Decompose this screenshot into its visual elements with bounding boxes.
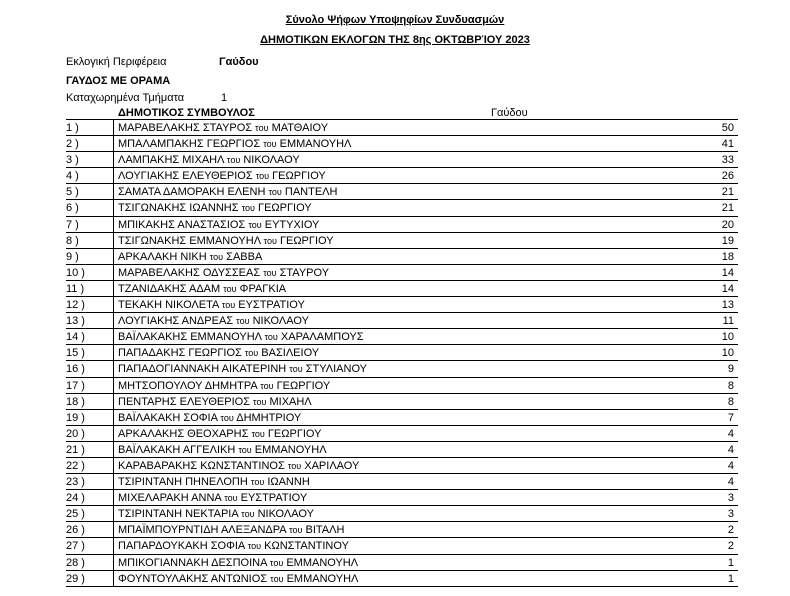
candidate-name — [118, 573, 358, 585]
table-row — [66, 297, 738, 313]
vote-count: 1 — [727, 572, 734, 585]
candidate-name — [118, 524, 344, 536]
row-number: 7 ) — [66, 218, 79, 231]
candidate-father: ΓΕΩΡΓΙΟΥ — [267, 427, 322, 440]
vote-count: 41 — [721, 138, 734, 151]
candidate-of: του — [269, 557, 284, 568]
table-row — [66, 410, 738, 426]
candidate-surname: ΤΣΙΡΙΝΤΑΝΗ ΠΗΝΕΛΟΠΗ — [118, 476, 248, 489]
candidate-of: του — [250, 477, 265, 488]
vote-count: 21 — [721, 186, 734, 199]
row-number: 22 ) — [66, 459, 85, 472]
candidate-name — [118, 251, 262, 263]
candidate-name — [118, 154, 300, 166]
table-row — [66, 538, 738, 554]
candidate-of: του — [209, 251, 224, 262]
vote-count: 10 — [721, 347, 734, 360]
candidate-name — [118, 363, 367, 375]
row-number: 2 ) — [66, 138, 79, 151]
candidate-surname: ΠΑΠΑΡΔΟΥΚΑΚΗ ΣΟΦΙΑ — [118, 540, 245, 553]
table-row — [66, 442, 738, 458]
candidate-surname: ΒΑΪΛΑΚΑΚΗ ΑΓΓΕΛΙΚΗ — [118, 443, 236, 456]
row-number: 13 ) — [66, 315, 85, 328]
table-row — [66, 522, 738, 538]
vote-count: 11 — [722, 315, 734, 328]
table-row — [66, 329, 738, 345]
candidate-surname: ΜΠΙΚΑΚΗΣ ΑΝΑΣΤΑΣΙΟΣ — [118, 218, 246, 231]
vote-count: 14 — [721, 282, 734, 295]
candidate-father: ΙΩΑΝΝΗ — [267, 476, 310, 489]
candidate-surname: ΜΠΑΪΜΠΟΥΡΝΤΙΔΗ ΑΛΕΞΑΝΔΡΑ — [118, 524, 286, 537]
candidate-surname: ΒΑΪΛΑΚΑΚΗΣ ΕΜΜΑΝΟΥΗΛ — [118, 331, 262, 344]
candidate-of: του — [226, 155, 241, 166]
candidate-surname: ΛΑΜΠΑΚΗΣ ΜΙΧΑΗΛ — [118, 154, 224, 167]
vote-count: 20 — [721, 218, 734, 231]
row-number: 25 ) — [66, 508, 85, 521]
candidate-surname: ΣΑΜΑΤΑ ΔΑΜΟΡΑΚΗ ΕΛΕΝΗ — [118, 186, 266, 199]
vote-count: 26 — [721, 170, 734, 183]
candidate-of: του — [289, 525, 303, 536]
candidate-surname: ΜΑΡΑΒΕΛΑΚΗΣ ΟΔΥΣΣΕΑΣ — [118, 266, 261, 279]
candidate-father: ΣΤΥΛΙΑΝΟΥ — [305, 363, 367, 376]
table-row — [66, 394, 738, 410]
candidate-surname: ΛΟΥΓΙΑΚΗΣ ΑΝΔΡΕΑΣ — [118, 315, 234, 328]
vote-count: 8 — [727, 395, 734, 408]
candidate-name — [118, 380, 330, 392]
candidate-father: ΓΕΩΡΓΙΟΥ — [272, 170, 326, 183]
candidate-of: του — [264, 332, 278, 343]
candidate-surname: ΤΖΑΝΙΔΑΚΗΣ ΑΔΑΜ — [118, 282, 221, 295]
candidate-father: ΒΙΤΑΛΗ — [305, 524, 345, 537]
candidate-name — [118, 315, 309, 327]
vote-count: 14 — [721, 266, 734, 279]
candidate-of: του — [223, 283, 237, 294]
table-row — [66, 490, 738, 506]
candidate-name — [118, 186, 337, 198]
candidate-name — [118, 138, 351, 150]
party-name: ΓΑΥΔΟΣ ΜΕ ΟΡΑΜΑ — [66, 75, 171, 87]
table-row — [66, 152, 738, 168]
table-row — [66, 313, 738, 329]
candidate-name — [118, 299, 305, 311]
vote-count: 9 — [727, 363, 734, 376]
table-row — [66, 120, 738, 136]
candidate-surname: ΤΣΙΓΩΝΑΚΗΣ ΕΜΜΑΝΟΥΗΛ — [118, 234, 261, 247]
table-row — [66, 249, 738, 265]
candidate-father: ΕΥΤΥΧΙΟΥ — [264, 218, 320, 231]
candidate-father: ΓΕΩΡΓΙΟΥ — [279, 234, 334, 247]
candidate-surname: ΦΟΥΝΤΟΥΛΑΚΗΣ ΑΝΤΩΝΙΟΣ — [118, 572, 268, 585]
vote-count: 7 — [727, 411, 734, 424]
column-header-region: Γαύδου — [491, 107, 528, 119]
candidate-surname: ΠΑΠΑΔΟΓΙΑΝΝΑΚΗ ΑΙΚΑΤΕΡΙΝΗ — [118, 363, 287, 376]
candidate-of: του — [263, 235, 277, 246]
candidate-father: ΦΡΑΓΚΙΑ — [239, 282, 287, 295]
district-value: Γαύδου — [219, 56, 259, 68]
candidate-surname: ΜΗΤΣΟΠΟΥΛΟΥ ΔΗΜΗΤΡΑ — [118, 379, 258, 392]
table-row — [66, 168, 738, 184]
candidate-father: ΝΙΚΟΛΑΟΥ — [257, 508, 314, 521]
candidate-surname: ΑΡΚΑΛΑΚΗΣ ΘΕΟΧΑΡΗΣ — [118, 427, 249, 440]
candidates-table — [66, 120, 738, 587]
report-title: Σύνολο Ψήφων Υποψηφίων Συνδυασμών — [285, 14, 505, 26]
candidate-name — [118, 412, 301, 424]
column-header-candidate: ΔΗΜΟΤΙΚΟΣ ΣΥΜΒΟΥΛΟΣ — [118, 107, 255, 119]
row-number: 26 ) — [66, 524, 85, 537]
report-subtitle: ΔΗΜΟΤΙΚΩΝ ΕΚΛΟΓΩΝ ΤΗΣ 8ης ΟΚΤΩΒΡΊΟΥ 2023 — [260, 34, 530, 46]
candidate-of: του — [253, 396, 267, 407]
row-number: 17 ) — [66, 379, 85, 392]
table-row — [66, 378, 738, 394]
row-number: 11 ) — [66, 282, 85, 295]
candidate-father: ΕΜΜΑΝΟΥΗΛ — [286, 572, 359, 585]
candidate-father: ΕΜΜΑΝΟΥΗΛ — [286, 556, 359, 569]
table-row — [66, 474, 738, 490]
vote-count: 13 — [721, 299, 734, 312]
vote-count: 10 — [721, 331, 734, 344]
candidate-surname: ΜΠΙΚΟΓΙΑΝΝΑΚΗ ΔΕΣΠΟΙΝΑ — [118, 556, 267, 569]
candidate-of: του — [263, 139, 277, 150]
candidate-surname: ΤΣΙΓΩΝΑΚΗΣ ΙΩΑΝΝΗΣ — [118, 202, 239, 215]
row-number: 23 ) — [66, 476, 85, 489]
table-row — [66, 233, 738, 249]
candidate-father: ΚΩΝΣΤΑΝΤΙΝΟΥ — [264, 540, 349, 553]
candidate-of: του — [263, 267, 277, 278]
candidate-surname: ΜΙΧΕΛΑΡΑΚΗ ΑΝΝΑ — [118, 492, 222, 505]
row-number: 15 ) — [66, 347, 85, 360]
candidate-father: ΣΤΑΥΡΟΥ — [279, 266, 330, 279]
candidate-name — [118, 202, 312, 214]
candidate-father: ΒΑΣΙΛΕΙΟΥ — [261, 347, 320, 360]
candidate-name — [118, 267, 329, 279]
row-number: 19 ) — [66, 411, 85, 424]
candidate-father: ΕΜΜΑΝΟΥΗΛ — [279, 138, 352, 151]
row-number: 24 ) — [66, 492, 85, 505]
candidate-name — [118, 476, 310, 488]
row-number: 1 ) — [66, 122, 79, 134]
vote-count: 4 — [727, 443, 734, 456]
candidate-father: ΔΗΜΗΤΡΙΟΥ — [236, 411, 302, 424]
sections-value: 1 — [221, 92, 228, 104]
candidate-surname: ΚΑΡΑΒΑΡΑΚΗΣ ΚΩΝΣΤΑΝΤΙΝΟΣ — [118, 459, 285, 472]
candidate-father: ΣΑΒΒΑ — [226, 250, 263, 263]
vote-count: 18 — [721, 250, 734, 263]
table-row — [66, 571, 738, 587]
row-number: 21 ) — [66, 443, 85, 456]
table-row — [66, 200, 738, 216]
row-number: 27 ) — [66, 540, 85, 553]
vote-count: 50 — [721, 122, 734, 134]
vote-count: 21 — [721, 202, 734, 215]
candidate-of: του — [241, 509, 255, 520]
candidate-of: του — [236, 316, 250, 327]
candidate-of: του — [270, 573, 284, 584]
candidate-of: του — [238, 444, 252, 455]
candidate-father: ΜΑΤΘΑΙΟΥ — [271, 122, 329, 134]
candidate-surname: ΒΑΪΛΑΚΑΚΗ ΣΟΦΙΑ — [118, 411, 218, 424]
row-number: 28 ) — [66, 556, 85, 569]
candidate-father: ΕΜΜΑΝΟΥΗΛ — [254, 443, 327, 456]
vote-count: 2 — [727, 524, 734, 537]
candidate-of: του — [287, 460, 302, 471]
candidate-of: του — [220, 412, 234, 423]
row-number: 14 ) — [66, 331, 85, 344]
candidate-name — [118, 508, 314, 520]
candidate-name — [118, 428, 321, 440]
candidate-of: του — [224, 493, 238, 504]
candidate-name — [118, 283, 286, 295]
vote-count: 19 — [721, 234, 734, 247]
candidate-name — [118, 347, 319, 359]
vote-count: 8 — [727, 379, 734, 392]
vote-count: 3 — [727, 492, 734, 505]
candidate-father: ΝΙΚΟΛΑΟΥ — [243, 154, 300, 167]
candidate-surname: ΤΕΚΑΚΗ ΝΙΚΟΛΕΤΑ — [118, 299, 219, 312]
candidate-father: ΓΕΩΡΓΙΟΥ — [258, 202, 312, 215]
candidate-father: ΓΕΩΡΓΙΟΥ — [276, 379, 331, 392]
district-label: Εκλογική Περιφέρεια — [66, 56, 167, 68]
table-row — [66, 361, 738, 377]
row-number: 16 ) — [66, 363, 85, 376]
candidate-of: του — [247, 541, 262, 552]
sections-label: Καταχωρημένα Τμήματα — [66, 92, 185, 104]
vote-count: 1 — [727, 556, 734, 569]
candidate-father: ΝΙΚΟΛΑΟΥ — [252, 315, 309, 328]
candidate-of: του — [255, 123, 269, 133]
row-number: 6 ) — [66, 202, 79, 215]
row-number: 3 ) — [66, 154, 79, 167]
table-row — [66, 426, 738, 442]
candidate-of: του — [289, 364, 303, 375]
candidate-father: ΧΑΡΙΛΑΟΥ — [304, 459, 360, 472]
table-row — [66, 555, 738, 571]
candidate-father: ΕΥΣΤΡΑΤΙΟΥ — [240, 492, 308, 505]
vote-count: 4 — [727, 476, 734, 489]
vote-count: 33 — [721, 154, 734, 167]
candidate-surname: ΤΣΙΡΙΝΤΑΝΗ ΝΕΚΤΑΡΙΑ — [118, 508, 239, 521]
row-number: 20 ) — [66, 427, 85, 440]
row-number: 10 ) — [66, 266, 85, 279]
candidate-name — [118, 460, 359, 472]
candidate-father: ΕΥΣΤΡΑΤΙΟΥ — [238, 299, 305, 312]
table-row — [66, 136, 738, 152]
candidate-of: του — [221, 300, 236, 311]
vote-count: 3 — [727, 508, 734, 521]
table-row — [66, 217, 738, 233]
candidate-surname: ΠΕΝΤΑΡΗΣ ΕΛΕΥΘΕΡΙΟΣ — [118, 395, 250, 408]
row-number: 4 ) — [66, 170, 79, 183]
table-row — [66, 265, 738, 281]
table-row — [66, 281, 738, 297]
candidate-father: ΠΑΝΤΕΛΗ — [284, 186, 338, 199]
candidate-name — [118, 557, 358, 569]
candidate-of: του — [268, 187, 282, 198]
candidate-name — [118, 219, 319, 231]
table-row — [66, 458, 738, 474]
column-divider — [113, 120, 114, 587]
candidate-father: ΜΙΧΑΗΛ — [269, 395, 312, 408]
row-number: 18 ) — [66, 395, 85, 408]
candidate-surname: ΛΟΥΓΙΑΚΗΣ ΕΛΕΥΘΕΡΙΟΣ — [118, 170, 253, 183]
candidate-name — [118, 396, 312, 408]
candidate-of: του — [241, 203, 255, 214]
candidate-surname: ΑΡΚΑΛΑΚΗ ΝΙΚΗ — [118, 250, 207, 263]
row-number: 9 ) — [66, 250, 79, 263]
candidate-name — [118, 235, 334, 247]
row-number: 5 ) — [66, 186, 79, 199]
candidate-name — [118, 331, 364, 343]
candidate-of: του — [251, 428, 265, 439]
candidate-surname: ΜΠΑΛΑΜΠΑΚΗΣ ΓΕΩΡΓΙΟΣ — [118, 138, 261, 151]
candidate-name — [118, 122, 328, 134]
candidate-surname: ΠΑΠΑΔΑΚΗΣ ΓΕΩΡΓΙΟΣ — [118, 347, 242, 360]
candidate-name — [118, 492, 307, 504]
row-number: 12 ) — [66, 299, 85, 312]
table-row — [66, 506, 738, 522]
vote-count: 4 — [727, 459, 734, 472]
candidate-surname: ΜΑΡΑΒΕΛΑΚΗΣ ΣΤΑΥΡΟΣ — [118, 122, 253, 134]
vote-count: 2 — [727, 540, 734, 553]
candidate-of: του — [244, 348, 259, 359]
row-number: 8 ) — [66, 234, 79, 247]
candidate-of: του — [255, 171, 270, 182]
candidate-name — [118, 444, 327, 456]
table-row — [66, 184, 738, 200]
candidate-name — [118, 170, 326, 182]
candidate-father: ΧΑΡΑΛΑΜΠΟΥΣ — [280, 331, 364, 344]
candidate-of: του — [260, 380, 274, 391]
candidate-name — [118, 540, 349, 552]
vote-count: 4 — [727, 427, 734, 440]
table-row — [66, 345, 738, 361]
row-number: 29 ) — [66, 572, 85, 585]
candidate-of: του — [248, 219, 262, 230]
